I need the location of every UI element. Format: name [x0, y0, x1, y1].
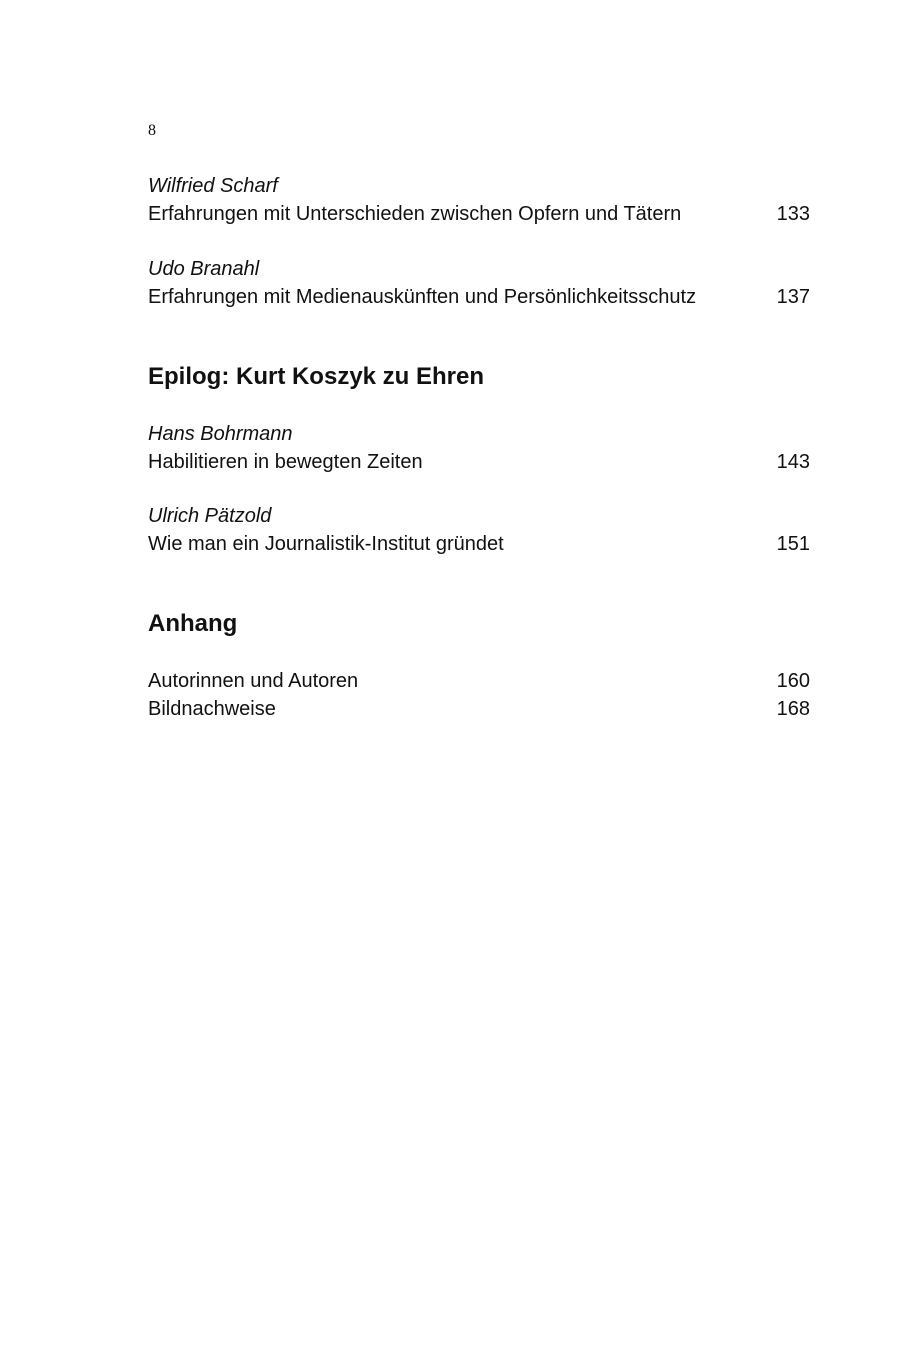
- section-heading-epilog: Epilog: Kurt Koszyk zu Ehren: [148, 363, 485, 390]
- toc-entry-page: 160: [776, 670, 810, 692]
- toc-entry-line: [148, 695, 810, 723]
- toc-entry: [148, 502, 810, 558]
- page-number: 8: [148, 122, 156, 139]
- toc-entry-title: Autorinnen und Autoren: [148, 670, 359, 692]
- toc-entry: [148, 255, 810, 311]
- section-heading-anhang: Anhang: [148, 610, 238, 637]
- toc-entry-author: Udo Branahl: [148, 258, 260, 280]
- toc-entry-author: Ulrich Pätzold: [148, 505, 272, 527]
- toc-entry-line: [148, 283, 810, 311]
- toc-entry-title: Bildnachweise: [148, 698, 276, 720]
- toc-appendix-list: [148, 667, 810, 723]
- toc-entry-line: [148, 667, 810, 695]
- toc-entry-title: Habilitieren in bewegten Zeiten: [148, 451, 423, 473]
- toc-entry: [148, 172, 810, 228]
- toc-entry-page: 168: [776, 698, 810, 720]
- toc-entry-title: Wie man ein Journalistik-Institut gründet: [148, 533, 504, 555]
- toc-entry-page: 137: [776, 286, 810, 308]
- toc-entry: [148, 420, 810, 476]
- toc-entry-author: Wilfried Scharf: [148, 175, 278, 197]
- toc-entry-line: [148, 530, 810, 558]
- toc-entry-page: 143: [776, 451, 810, 473]
- toc-entry-page: 133: [776, 203, 810, 225]
- toc-entry-page: 151: [776, 533, 810, 555]
- toc-entry-title: Erfahrungen mit Unterschieden zwischen Opfern und Tätern: [148, 203, 682, 225]
- toc-entry-line: [148, 200, 810, 228]
- toc-entry-title: Erfahrungen mit Medienauskünften und Persönlichkeitsschutz: [148, 286, 697, 308]
- toc-entry-line: [148, 448, 810, 476]
- toc-entry-author: Hans Bohrmann: [148, 423, 293, 445]
